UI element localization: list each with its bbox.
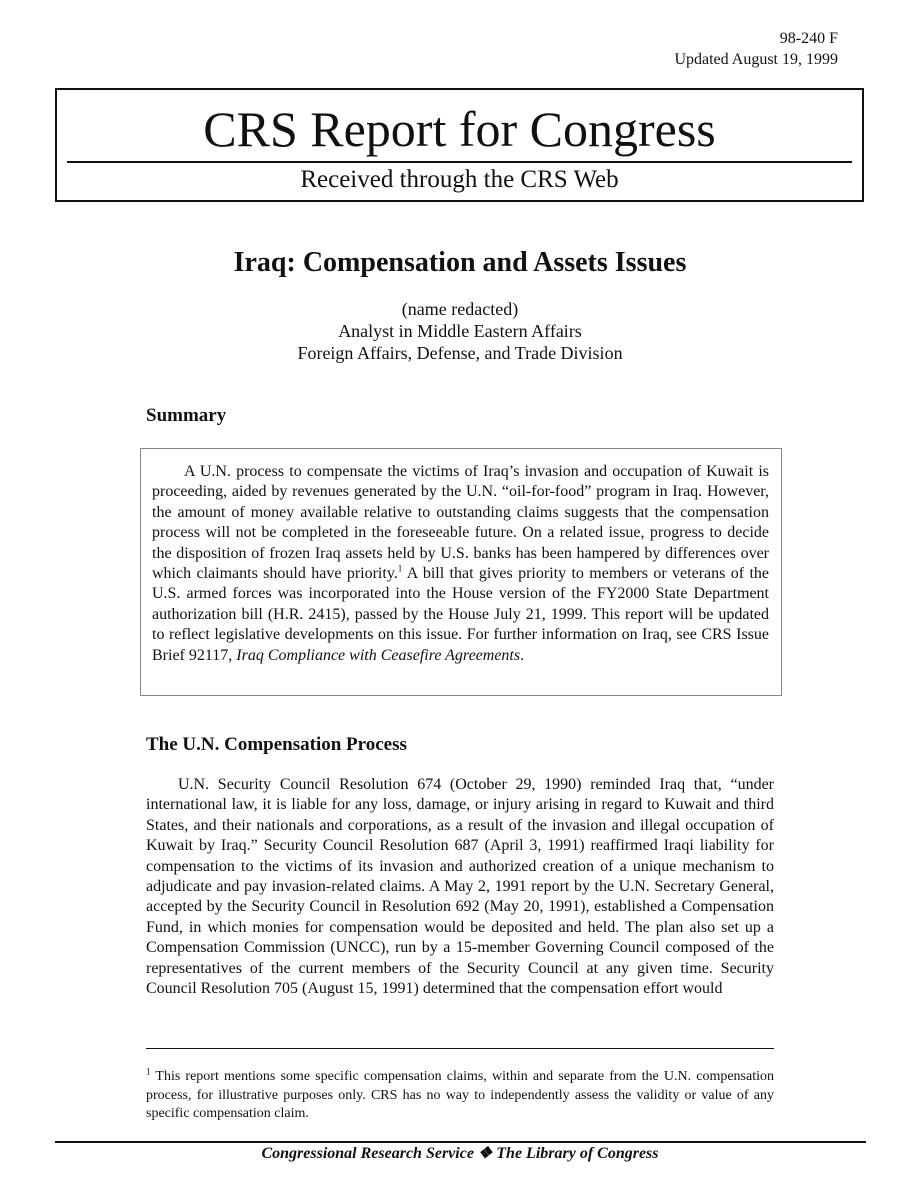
report-meta [674,28,838,70]
footnote-text: This report mentions some specific compensation claims, within and separate from the U.N. compensation process, for illustrative purposes only. CRS has no way to independently assess the validity or value of any specific compensation claim. [146,1069,774,1121]
author-block [0,298,920,364]
author-division: Foreign Affairs, Defense, and Trade Division [297,343,623,363]
updated-date: Updated August 19, 1999 [674,51,838,68]
footnote-divider [146,1048,774,1049]
report-number: 98-240 F [779,30,838,47]
author-name: (name redacted) [401,299,519,319]
summary-text: A U.N. process to compensate the victims of Iraq’s invasion and occupation of Kuwait is proceeding, aided by revenues generated by the U.N. “oil-for-food” program in Iraq. However, the amount of money available relative to outstanding claims suggests that the compensation process will not be completed in the foreseeable future. On a related issue, progress to decide the disposition of frozen Iraq assets held by U.S. banks has been hampered by differences over which claimants should have priority.$^1$ A bill that gives priority to members or veterans of the U.S. armed forces was incorporated into the House version of the FY2000 State Department authorization bill (H.R. 2415), passed by the House July 21, 1999. This report will be updated to reflect legislative developments on this issue. For further information on Iraq, see CRS Issue Brief 92117, Iraq Compliance with Ceasefire Agreements. [152,463,769,664]
section-paragraph: U.N. Security Council Resolution 674 (October 29, 1990) reminded Iraq that, “under international law, it is liable for any loss, damage, or injury arising in regard to Kuwait and third States, and their nationals and corporations, as a result of the invasion and illegal occupation of Kuwait by Iraq.” Security Council Resolution 687 (April 3, 1991) reaffirmed Iraqi liability for compensation to the victims of its invasion and authorized creation of a unique mechanism to adjudicate and pay invasion-related claims. A May 2, 1991 report by the U.N. Secretary General, accepted by the Security Council in Resolution 692 (May 20, 1991), established a Compensation Fund, in which monies for compensation would be deposited and held. The plan also set up a Compensation Commission (UNCC), run by a 15-member Governing Council composed of the representatives of the current members of the Security Council at any given time. Security Council Resolution 705 (August 15, 1991) determined that the compensation effort would [146,776,774,998]
footnote-number: 1 [146,1066,151,1077]
crs-banner [55,88,864,202]
footnote-ref[interactable]: 1 [397,563,403,574]
banner-subtitle: Received through the CRS Web [300,166,619,193]
summary-heading: Summary [146,405,227,426]
section-heading: The U.N. Compensation Process [146,734,407,755]
banner-title: CRS Report for Congress [203,101,716,157]
document-title: Iraq: Compensation and Assets Issues [233,247,687,278]
footnote [146,1068,774,1124]
summary-box [140,448,782,696]
issue-brief-title: Iraq Compliance with Ceasefire Agreements [236,646,521,664]
footer: Congressional Research Service ❖ The Library of Congress [261,1145,659,1162]
section-body [146,775,774,999]
author-position: Analyst in Middle Eastern Affairs [338,321,582,341]
banner-divider [67,161,852,163]
